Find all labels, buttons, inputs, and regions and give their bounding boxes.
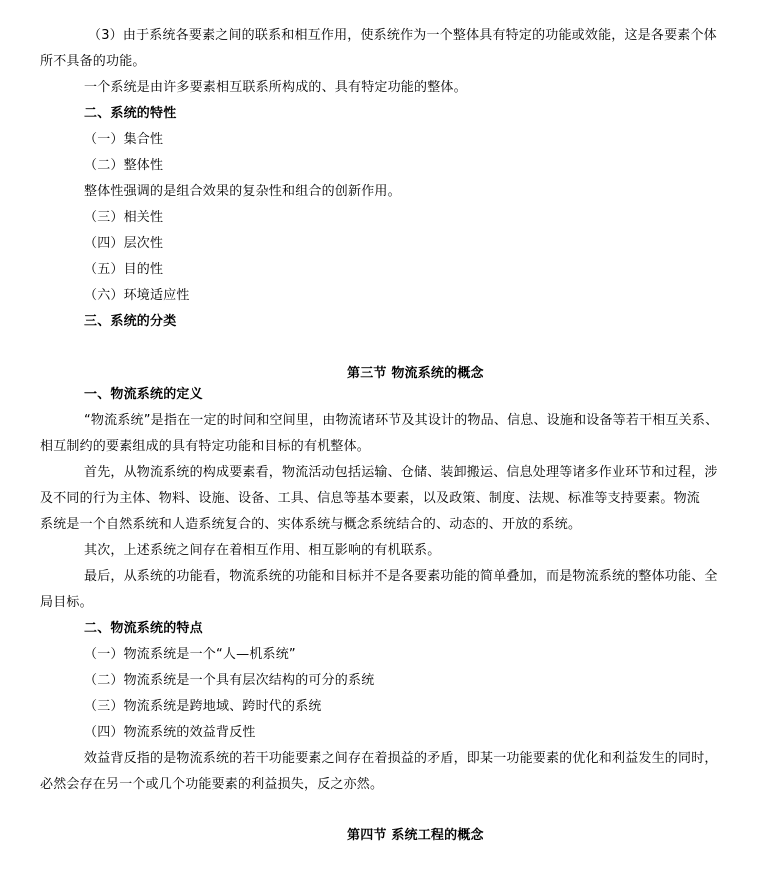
heading-logistics-features: 二、物流系统的特点 xyxy=(84,621,203,636)
list-item: （五）目的性 xyxy=(84,262,164,277)
list-item: （三）相关性 xyxy=(84,210,164,225)
paragraph-line: 整体性强调的是组合效果的复杂性和组合的创新作用。 xyxy=(84,184,401,199)
paragraph-line: 首先，从物流系统的构成要素看，物流活动包括运输、仓储、装卸搬运、信息处理等诸多作业环节和过程，涉 xyxy=(84,465,718,480)
list-item: （三）物流系统是跨地域、跨时代的系统 xyxy=(84,699,322,714)
list-item: （一）物流系统是一个“人—机系统” xyxy=(84,647,296,662)
paragraph-line: 系统是一个自然系统和人造系统复合的、实体系统与概念系统结合的、动态的、开放的系统。 xyxy=(40,517,582,532)
paragraph-line: 相互制约的要素组成的具有特定功能和目标的有机整体。 xyxy=(40,439,371,454)
section-title: 第四节 系统工程的概念 xyxy=(347,828,484,843)
list-item: （六）环境适应性 xyxy=(84,288,190,303)
heading-system-classification: 三、系统的分类 xyxy=(84,314,177,329)
paragraph-line: 其次，上述系统之间存在着相互作用、相互影响的有机联系。 xyxy=(84,543,441,558)
paragraph-line: “物流系统”是指在一定的时间和空间里，由物流诸环节及其设计的物品、信息、设施和设备等若干相互关系、 xyxy=(84,413,719,428)
list-item: （一）集合性 xyxy=(84,132,164,147)
paragraph-line: 及不同的行为主体、物料、设施、设备、工具、信息等基本要素，以及政策、制度、法规、标准等支持要素。物流 xyxy=(40,491,701,506)
section-title: 第三节 物流系统的概念 xyxy=(347,366,484,381)
list-item: （二）物流系统是一个具有层次结构的可分的系统 xyxy=(84,673,375,688)
paragraph-line: 必然会存在另一个或几个功能要素的利益损失，反之亦然。 xyxy=(40,777,384,792)
paragraph-line: 效益背反指的是物流系统的若干功能要素之间存在着损益的矛盾，即某一功能要素的优化和利益发生的同时， xyxy=(84,751,718,766)
paragraph-line: 所不具备的功能。 xyxy=(40,54,146,69)
heading-system-characteristics: 二、系统的特性 xyxy=(84,106,177,121)
paragraph-line: 一个系统是由许多要素相互联系所构成的、具有特定功能的整体。 xyxy=(84,80,467,95)
paragraph-line: 局目标。 xyxy=(40,595,93,610)
list-item: （二）整体性 xyxy=(84,158,164,173)
list-item: （四）层次性 xyxy=(84,236,164,251)
list-item: （四）物流系统的效益背反性 xyxy=(84,725,256,740)
paragraph-line: 最后，从系统的功能看，物流系统的功能和目标并不是各要素功能的简单叠加，而是物流系统的整体功能、全 xyxy=(84,569,718,584)
paragraph-line: （3）由于系统各要素之间的联系和相互作用，使系统作为一个整体具有特定的功能或效能，这是各要素个体 xyxy=(88,28,717,43)
heading-logistics-definition: 一、物流系统的定义 xyxy=(84,387,203,402)
